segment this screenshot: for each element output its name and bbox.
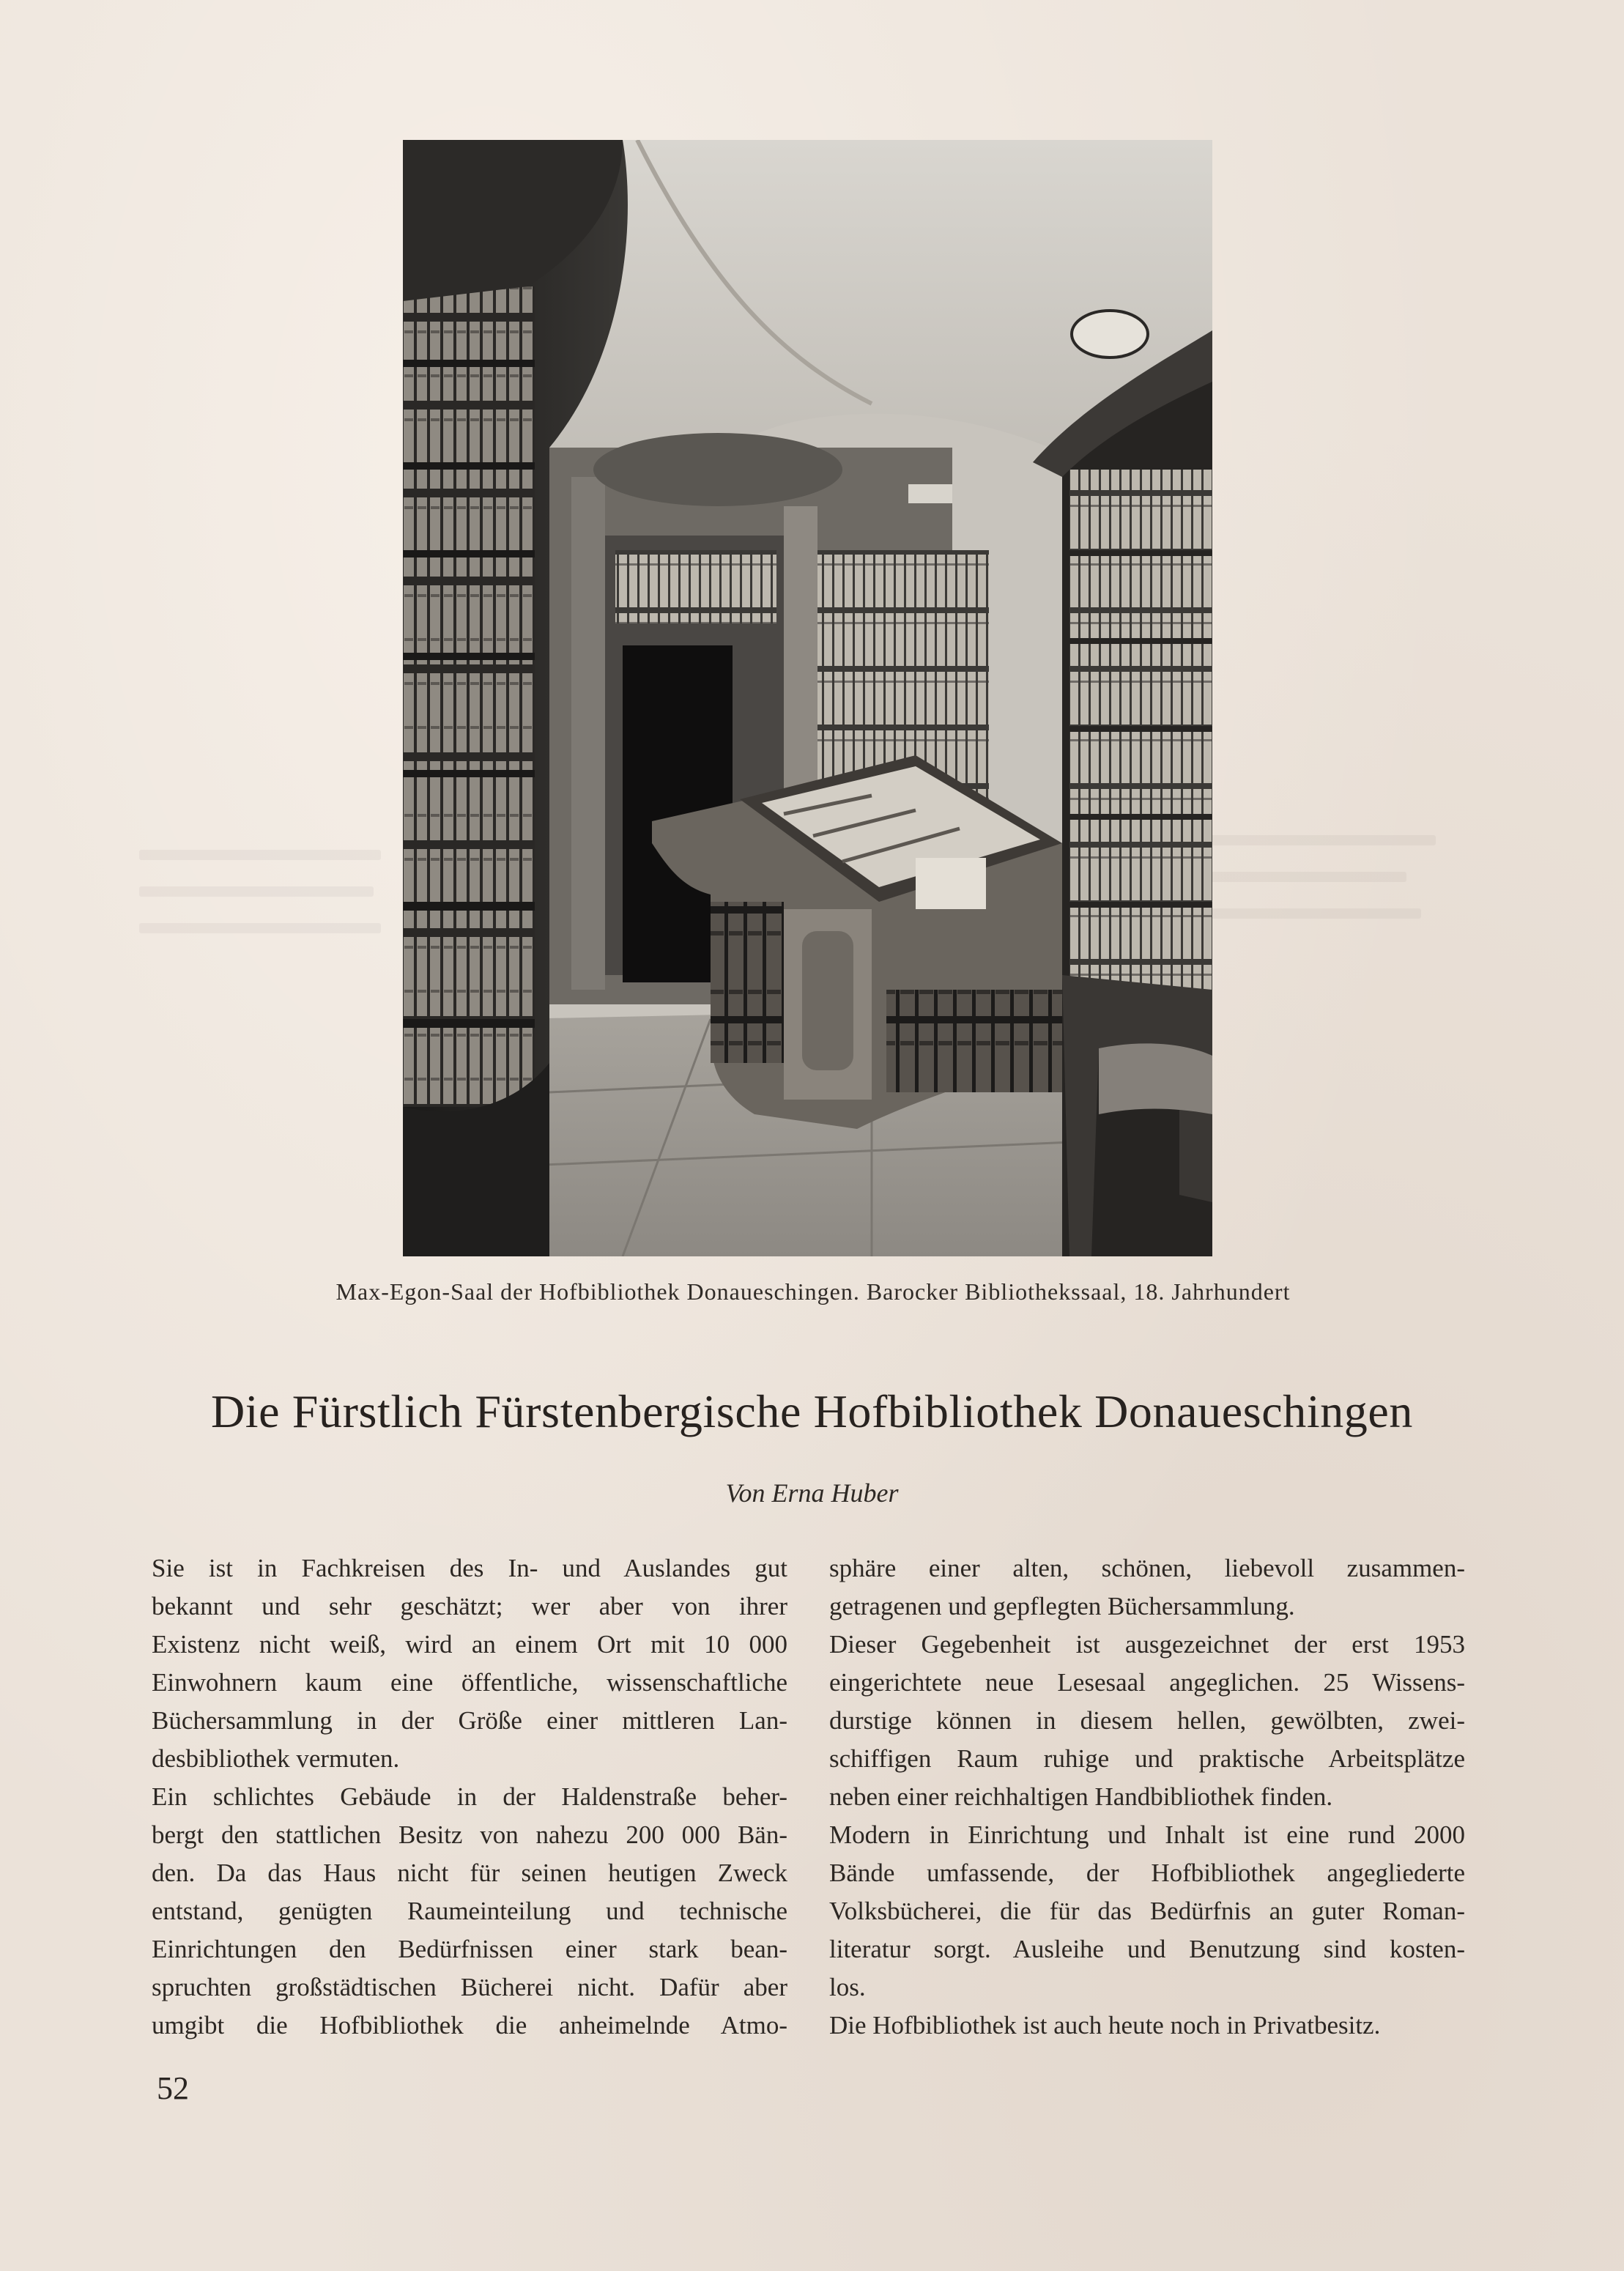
- right-text-column: [829, 1549, 1465, 2045]
- text-line: Die Hofbibliothek ist auch heute noch in Privatbesitz.: [829, 2011, 1381, 2040]
- text-line: schiffigen Raum ruhige und praktische Arbeitsplätze: [829, 1744, 1465, 1773]
- library-photo-illustration: [403, 140, 1212, 1256]
- text-line: Sie ist in Fachkreisen des In- und Auslandes gut: [152, 1554, 787, 1582]
- text-line: los.: [829, 1973, 866, 2001]
- text-line: entstand, genügten Raumeinteilung und technische: [152, 1897, 787, 1925]
- text-line: literatur sorgt. Ausleihe und Benutzung sind kosten-: [829, 1935, 1465, 1963]
- text-line: eingerichtete neue Lesesaal angeglichen. 25 Wissens-: [829, 1668, 1465, 1697]
- text-line: getragenen und gepflegten Büchersammlung.: [829, 1592, 1295, 1620]
- text-line: durstige können in diesem hellen, gewölbten, zwei-: [829, 1706, 1465, 1735]
- photo-caption: Max-Egon-Saal der Hofbibliothek Donaueschingen. Barocker Bibliothekssaal, 18. Jahrhundert: [335, 1278, 1291, 1305]
- text-line: Einrichtungen den Bedürfnissen einer stark bean-: [152, 1935, 787, 1963]
- library-photo: [403, 140, 1212, 1256]
- text-line: desbibliothek vermuten.: [152, 1744, 400, 1773]
- article-title: Die Fürstlich Fürstenbergische Hofbibliothek Donaueschingen: [210, 1385, 1414, 1437]
- text-line: sphäre einer alten, schönen, liebevoll zusammen-: [829, 1554, 1465, 1582]
- text-line: Büchersammlung in der Größe einer mittleren Lan-: [152, 1706, 787, 1735]
- page-number: 52: [157, 2070, 189, 2106]
- show-through: [139, 886, 374, 897]
- text-line: umgibt die Hofbibliothek die anheimelnde Atmo-: [152, 2011, 787, 2040]
- text-line: Existenz nicht weiß, wird an einem Ort mit 10 000: [152, 1630, 787, 1659]
- text-line: Modern in Einrichtung und Inhalt ist eine rund 2000: [829, 1820, 1465, 1849]
- text-line: bekannt und sehr geschätzt; wer aber von ihrer: [152, 1592, 787, 1620]
- text-line: Dieser Gegebenheit ist ausgezeichnet der erst 1953: [829, 1630, 1465, 1659]
- text-line: Einwohnern kaum eine öffentliche, wissenschaftliche: [152, 1668, 787, 1697]
- show-through: [139, 850, 381, 860]
- text-line: den. Da das Haus nicht für seinen heutigen Zweck: [152, 1859, 787, 1887]
- text-line: neben einer reichhaltigen Handbibliothek finden.: [829, 1782, 1333, 1811]
- article-byline: Von Erna Huber: [725, 1478, 899, 1508]
- text-line: Ein schlichtes Gebäude in der Haldenstraße beher-: [152, 1782, 787, 1811]
- text-line: spruchten großstädtischen Bücherei nicht. Dafür aber: [152, 1973, 787, 2001]
- show-through: [139, 923, 381, 933]
- left-text-column: [152, 1549, 787, 2045]
- text-line: Volksbücherei, die für das Bedürfnis an guter Roman-: [829, 1897, 1465, 1925]
- text-line: bergt den stattlichen Besitz von nahezu 200 000 Bän-: [152, 1820, 787, 1849]
- text-line: Bände umfassende, der Hofbibliothek angegliederte: [829, 1859, 1465, 1887]
